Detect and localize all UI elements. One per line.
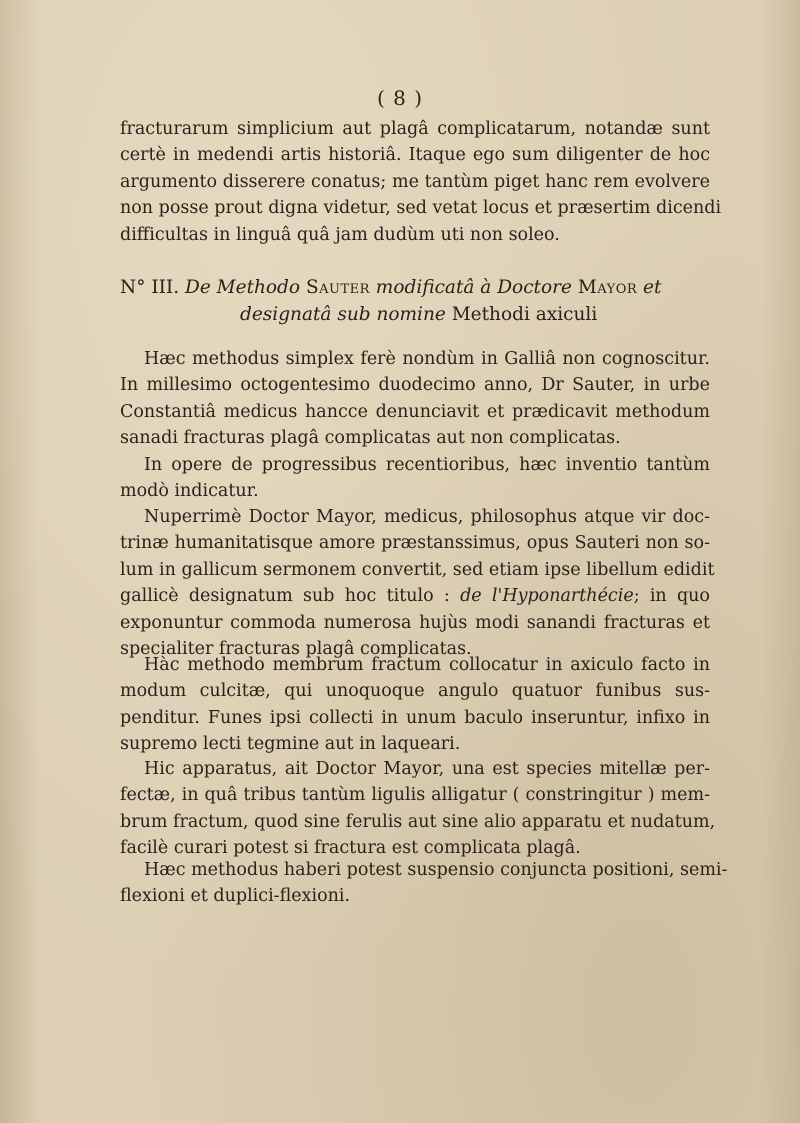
page-number: ( 8 ) (376, 86, 424, 110)
text-line: Hæc methodus haberi potest suspensio conjuncta positioni, semi- (144, 860, 728, 880)
text-line: modò indicatur. (120, 481, 259, 502)
text-line: fracturarum simplicium aut plagâ complicatarum, notandæ sunt (120, 119, 710, 139)
text-line: supremo lecti tegmine aut in laqueari. (120, 734, 461, 755)
text-line: exponuntur commoda numerosa hujùs modi sanandi fracturas et (120, 612, 710, 633)
paragraph-1 (120, 116, 722, 248)
text-line: difficultas in linguâ quâ jam dudùm uti non soleo. (120, 224, 560, 245)
text-line: Hic apparatus, ait Doctor Mayor, una est species mitellæ per- (144, 759, 710, 779)
book-title: de l'Hyponarthécie (460, 586, 634, 607)
text-line: fectæ, in quâ tribus tantùm ligulis alligatur ( constringitur ) mem- (120, 785, 710, 806)
text-line: Hàc methodo membrum fractum collocatur in axiculo facto in (144, 655, 710, 675)
text-line: specialiter fracturas plagâ complicatas. (120, 639, 472, 660)
text-span: gallicè designatum sub hoc titulo : (120, 586, 450, 607)
heading-text: De Methodo (185, 277, 301, 298)
paragraph-6 (120, 756, 716, 862)
heading-line-1 (120, 274, 710, 301)
heading-text: designatâ sub nomine (240, 304, 446, 325)
heading-name: Mayor (577, 277, 638, 298)
section-heading (120, 274, 710, 328)
text-line: modum culcitæ, qui unoquoque angulo quatuor funibus sus- (120, 681, 710, 702)
text-line: lum in gallicum sermonem convertit, sed etiam ipse libellum edidit (120, 559, 715, 580)
section-number: N° III. (120, 277, 180, 298)
text-line: Nuperrimè Doctor Mayor, medicus, philosophus atque vir doc- (144, 507, 710, 527)
text-line: flexioni et duplici-flexioni. (120, 886, 351, 907)
text-line: brum fractum, quod sine ferulis aut sine alio apparatu et nudatum, (120, 811, 716, 832)
text-line: certè in medendi artis historiâ. Itaque ego sum diligenter de hoc (120, 145, 710, 166)
text-line: sanadi fracturas plagâ complicatas aut non complicatas. (120, 428, 621, 449)
text-line: Constantiâ medicus hancce denunciavit et prædicavit methodum (120, 401, 710, 422)
paragraph-2 (120, 346, 710, 504)
paragraph-5 (120, 652, 710, 758)
heading-text: modificatâ à Doctore (375, 277, 572, 298)
heading-text: et (643, 277, 662, 298)
text-line: penditur. Funes ipsi collecti in unum baculo inseruntur, infixo in (120, 707, 710, 728)
text-line: argumento disserere conatus; me tantùm piget hanc rem evolvere (120, 171, 710, 192)
heading-line-2 (120, 301, 710, 328)
text-span: ; in quo (633, 586, 710, 607)
paragraph-4 (120, 504, 715, 662)
text-line: facilè curari potest si fractura est complicata plagâ. (120, 838, 581, 859)
heading-text: Methodi axiculi (451, 304, 598, 325)
heading-name: Sauter (305, 277, 370, 298)
text-line: Hæc methodus simplex ferè nondùm in Galliâ non cognoscitur. (144, 349, 710, 369)
paragraph-7 (120, 857, 728, 910)
text-line (120, 583, 710, 609)
text-line: non posse prout digna videtur, sed vetat locus et præsertim dicendi (120, 198, 722, 219)
text-line: In opere de progressibus recentioribus, hæc inventio tantùm (144, 454, 710, 475)
text-line: In millesimo octogentesimo duodecimo anno, Dr Sauter, in urbe (120, 375, 710, 396)
text-line: trinæ humanitatisque amore præstanssimus, opus Sauteri non so- (120, 533, 710, 554)
